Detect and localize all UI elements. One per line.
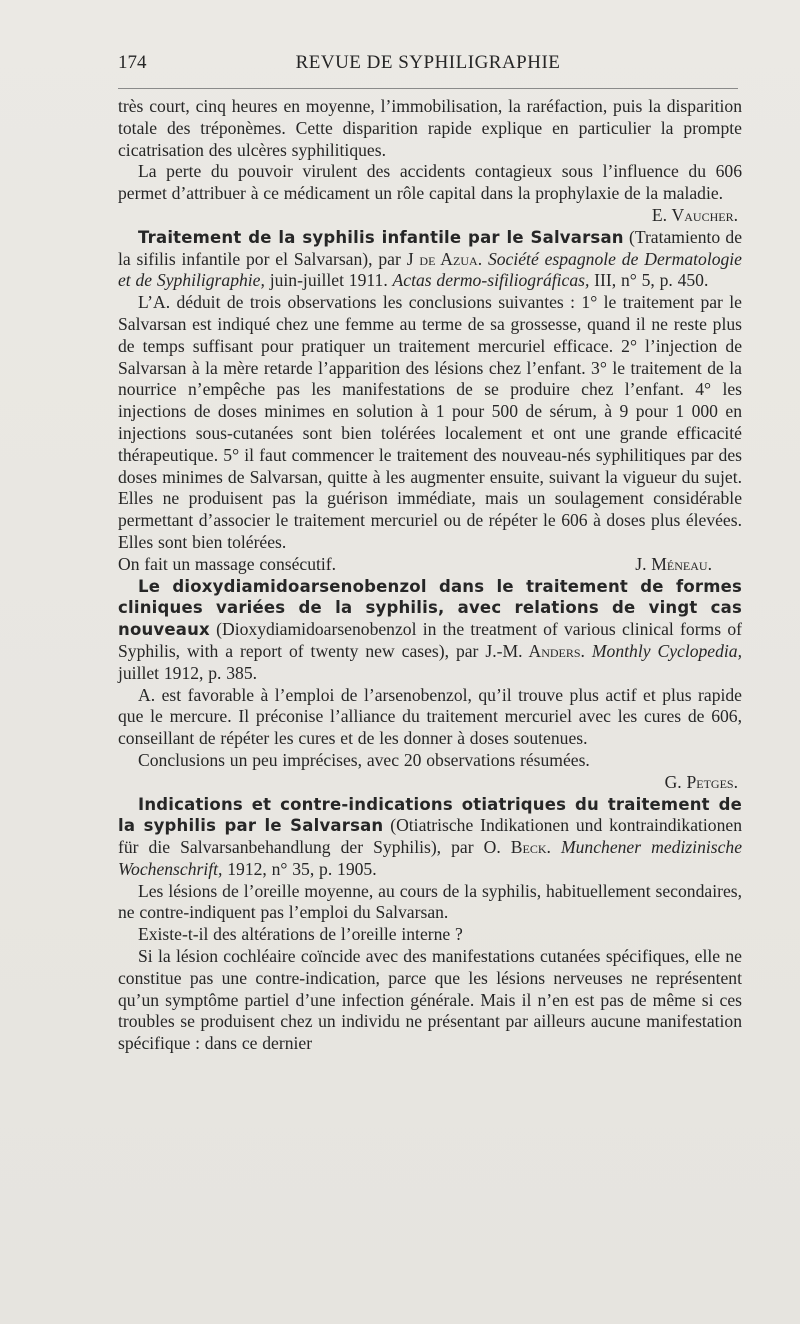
paragraph: On fait un massage consécutif. J. Méneau. — [118, 554, 742, 576]
paragraph: Les lésions de l’oreille moyenne, au cours de la syphilis, habituellement secondaires, ne contre-indiquent pas l’emploi du Salvarsan. — [118, 880, 742, 923]
article-title: Traitement de la syphilis infantile par le Salvarsan — [138, 227, 624, 247]
paragraph: L’A. déduit de trois observations les conclusions suivantes : 1° le traitement par le Salvarsan est indiqué chez une femme au terme de sa grossesse, quand il ne reste plus de temps suffisant pour pratiquer un traitement mercuriel efficace. 2° l’injection de Salvarsan à la mère retarde l’apparition des lésions chez l’enfant. 3° le traitement de la nourrice n’empêche pas les manifestations de se produire chez l’enfant. 4° les injections de doses minimes en solution à 1 pour 500 de sérum, à 9 pour 1 000 en injections sous-cutanées sont bien tolérées localement et ont une grande efficacité thérapeutique. 5° il faut commencer le traitement des nouveau-nés syphilitiques par des doses minimes de Salvarsan, quitte à les augmenter ensuite, suivant la vigueur du sujet. Elles ne produisent pas la guérison immédiate, mais un soulagement considérable permettant d’associer le traitement mercuriel ou de répéter le 606 à doses plus élevées. Elles sont bien tolérées. — [118, 292, 742, 552]
journal-name: Munchener medizinische Wochenschrift, — [118, 837, 743, 879]
running-title: REVUE DE SYPHILIGRAPHIE — [295, 52, 561, 73]
header-rule — [118, 88, 738, 89]
article-heading: Indications et contre-indications otiatriques du traitement de la syphilis par le Salvarsan (Otiatrische Indikationen und kontraindikationen für die Salvarsanbehandlung der Syphilis), par O. Beck. Munchener medizinische Wochenschrift, 1912, n° 35, p. 1905. — [118, 794, 743, 879]
page-number: 174 — [118, 52, 147, 73]
article-author: J de Azua — [406, 248, 478, 269]
journal-name: Monthly Cyclopedia, — [591, 640, 742, 661]
article-title: Indications et contre-indications otiatriques du traitement de la syphilis par le Salvarsan — [118, 794, 742, 836]
journal-name: Actas dermo-sifiliográficas, — [392, 270, 590, 291]
article-title: Le dioxydiamidoarsenobenzol dans le traitement de formes cliniques variées de la syphilis, avec relations de vingt cas nouveaux — [118, 576, 742, 640]
article-heading: Le dioxydiamidoarsenobenzol dans le traitement de formes cliniques variées de la syphilis, avec relations de vingt cas nouveaux (Dioxydiamidoarsenobenzol in the treatment of various clinical forms of Syphilis, with a report of twenty new cases), par J.-M. Anders. Monthly Cyclopedia, juillet 1912, p. 385. — [118, 576, 742, 683]
article-heading: Traitement de la syphilis infantile par le Salvarsan (Tratamiento de la sifilis infantile por el Salvarsan), par J de Azua. Société espagnole de Dermatologie et de Syphiligraphie, juin-juillet 1911. Actas dermo-sifiliográficas, III, n° 5, p. 450. — [118, 226, 742, 291]
author-signature: J. Méneau. — [635, 553, 712, 574]
paragraph: très court, cinq heures en moyenne, l’immobilisation, la raréfaction, puis la disparition totale des tréponèmes. Cette disparition rapide explique en particulier la prompte cicatrisation des ulcères syphilitiques. — [118, 96, 742, 160]
article-author: O. Beck — [483, 837, 547, 858]
body-text — [118, 96, 742, 1055]
paragraph: Existe-t-il des altérations de l’oreille interne ? — [138, 924, 463, 945]
author-signature: E. Vaucher. — [651, 204, 738, 225]
paragraph: Conclusions un peu imprécises, avec 20 observations résumées. — [138, 749, 590, 770]
article-author: J.-M. Anders — [485, 640, 581, 661]
journal-name: Société espagnole de Dermatologie et de Syphiligraphie, — [118, 248, 742, 291]
paragraph: Si la lésion cochléaire coïncide avec des manifestations cutanées spécifiques, elle ne constitue pas une contre-indication, parce que les lésions nerveuses ne représentent qu’un symptôme partiel d’une infection générale. Mais il n’en est pas de même si ces troubles se produisent chez un individu ne présentant par ailleurs aucune manifestation spécifique : dans ce dernier — [118, 946, 742, 1054]
author-signature: G. Petges. — [664, 771, 738, 792]
paragraph: A. est favorable à l’emploi de l’arsenobenzol, qu’il trouve plus actif et plus rapide que le mercure. Il préconise l’alliance du traitement mercuriel avec les cures de 606, conseillant de répéter les cures et de les donner à doses soutenues. — [118, 684, 742, 749]
paragraph: La perte du pouvoir virulent des accidents contagieux sous l’influence du 606 permet d’attribuer à ce médicament un rôle capital dans la prophylaxie de la maladie. — [118, 161, 742, 204]
page-header — [118, 52, 738, 78]
